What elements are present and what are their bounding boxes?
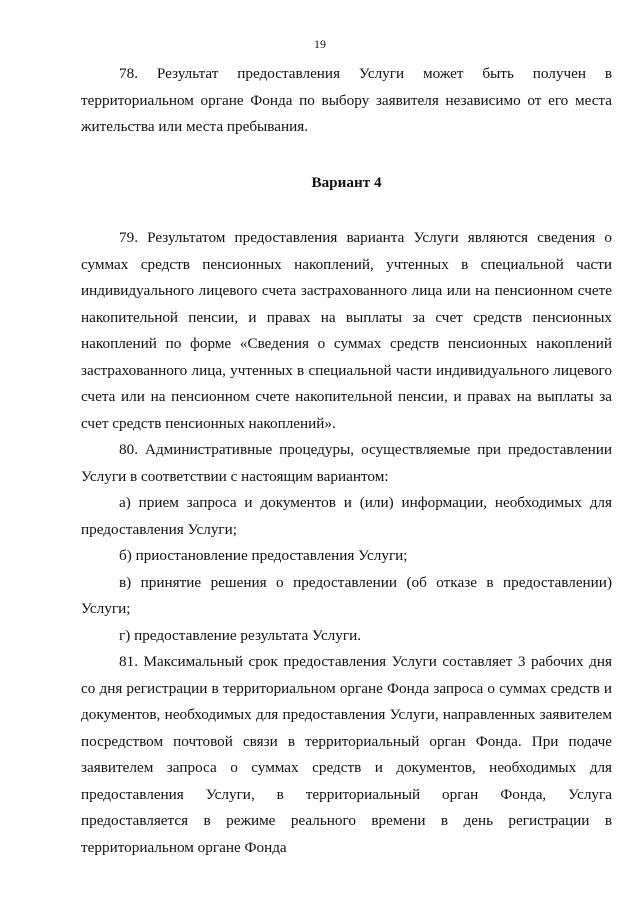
page-number: 19 <box>314 37 326 51</box>
list-item-g: г) предоставление результата Услуги. <box>119 626 362 644</box>
paragraph-78: 78. Результат предоставления Услуги может быть получен в территориальном органе Фонда по выбору заявителя независимо от его места жительства или места пребывания. <box>81 65 612 135</box>
paragraph-80: 80. Административные процедуры, осуществляемые при предоставлении Услуги в соответствии с настоящим вариантом: <box>81 441 612 485</box>
document-body <box>81 61 612 861</box>
paragraph-81: 81. Максимальный срок предоставления Услуги составляет 3 рабочих дня со дня регистрации в территориальном органе Фонда запроса о суммах средств и документов, необходимых для предоставления Услуги, направленных заявителем посредством почтовой связи в территориальный орган Фонда. При подаче заявителем запроса о суммах средств и документов, необходимых для предоставления Услуги, в территориальный орган Фонда, Услуга предоставляется в режиме реального времени в день регистрации в территориальном органе Фонда <box>81 653 612 856</box>
list-item-a: а) прием запроса и документов и (или) информации, необходимых для предоставления Услуги; <box>81 494 612 538</box>
section-heading-variant-4: Вариант 4 <box>311 173 382 191</box>
list-item-b: б) приостановление предоставления Услуги; <box>119 547 408 564</box>
paragraph-79: 79. Результатом предоставления варианта Услуги являются сведения о суммах средств пенсионных накоплений, учтенных в специальной части индивидуального лицевого счета застрахованного лица или на пенсионном счете накопительной пенсии, и правах на выплаты за счет средств пенсионных накоплений по форме «Сведения о суммах средств пенсионных накоплений застрахованного лица, учтенных в специальной части индивидуального лицевого счета или на пенсионном счете накопительной пенсии, и правах на выплаты за счет средств пенсионных накоплений». <box>81 229 612 432</box>
list-item-v: в) принятие решения о предоставлении (об отказе в предоставлении) Услуги; <box>81 573 612 617</box>
